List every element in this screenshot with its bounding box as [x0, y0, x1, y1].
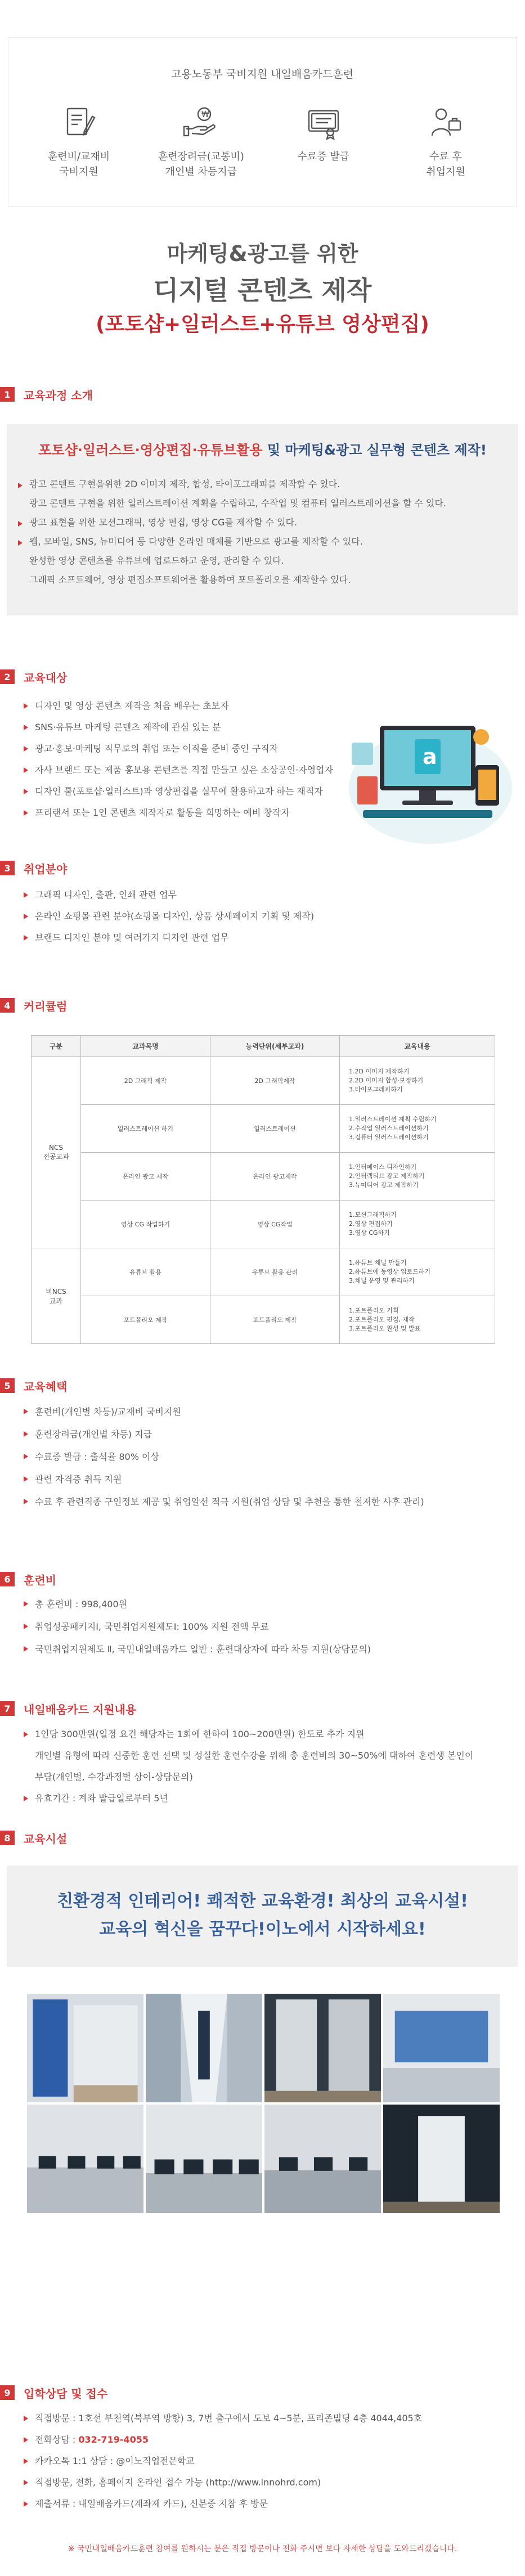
category-cell: 비NCS 교과 — [32, 1248, 81, 1344]
table-header-row — [32, 1036, 495, 1057]
list-item: 온라인 쇼핑몰 관련 분야(쇼핑몰 디자인, 상품 상세페이지 기획 및 제작) — [21, 906, 483, 927]
list-item: 광고 콘텐트 구현을 위한 일러스트레이션 계획을 수립하고, 수작업 및 컴퓨터 일러스트레이션을 할 수 있다. — [29, 498, 446, 509]
benefit-item — [153, 104, 249, 179]
list-item: 웹, 모바일, SNS, 뉴미디어 등 다양한 온라인 매체를 기반으로 광고를 제작할 수 있다. — [16, 532, 511, 551]
list-item: 수료증 발급 : 출석율 80% 이상 — [21, 1446, 505, 1468]
list-item: 개인별 유형에 따라 신중한 훈련 선택 및 성실한 훈련수강을 위해 총 훈련비의 30~50%에 대하여 훈련생 본인이 — [35, 1750, 474, 1761]
content-cell: 1.일러스트레이션 계획 수립하기 2.수작업 일러스트레이션하기 3.컴퓨터 일러스트레이션하기 — [340, 1105, 495, 1153]
content-cell: 1.유튜브 채널 만들기 2.유튜브에 동영상 업로드하기 3.채널 운영 및 관리하기 — [340, 1248, 495, 1296]
subject-cell: 포트폴리오 제작 — [81, 1296, 210, 1344]
career-list — [21, 884, 483, 948]
person-job-icon — [428, 104, 464, 140]
documents-item: 제출서류 : 내일배움카드(계좌제 카드), 신분증 지참 후 방문 — [21, 2493, 517, 2515]
facility-photo-lab-2 — [146, 2105, 262, 2213]
list-item: 국민취업지원제도 Ⅱ, 국민내일배움카드 일반 : 훈련대상자에 따라 차등 지원(상담문의) — [21, 1638, 505, 1661]
content-cell: 1.인터페이스 디자인하기 2.인터랙티브 광고 제작하기 3.뉴미디어 광고 제작하기 — [340, 1153, 495, 1201]
facility-slogan: 친환경적 인테리어! 쾌적한 교육환경! 최상의 교육시설! — [57, 1891, 468, 1911]
section-title: 훈련비 — [24, 1573, 56, 1587]
svg-text:₩: ₩ — [201, 110, 210, 119]
document-pen-icon — [61, 104, 97, 140]
course-subtitle: 마케팅&광고를 위한 — [167, 241, 358, 266]
section-number: 3 — [0, 861, 15, 875]
phone-label: 전화상담 : — [35, 2434, 79, 2445]
section-number: 8 — [0, 1831, 15, 1845]
section-header — [0, 385, 93, 404]
unit-cell: 일러스트레이션 — [210, 1105, 340, 1153]
course-headline — [7, 439, 518, 458]
section-header — [0, 2383, 107, 2402]
list-item: 완성한 영상 콘텐츠를 유튜브에 업로드하고 운영, 관리할 수 있다. — [29, 555, 284, 566]
facility-slogan-2: 교육의 혁신을 꿈꾸다!이노에서 시작하세요! — [99, 1919, 426, 1939]
section-title: 취업분야 — [24, 862, 68, 876]
benefit-item — [31, 104, 127, 179]
phone-number[interactable]: 032-719-4055 — [78, 2434, 149, 2445]
money-hand-icon — [183, 104, 219, 140]
section-title: 내일배움카드 지원내용 — [24, 1702, 137, 1716]
certificate-icon — [306, 104, 342, 140]
facility-banner — [7, 1865, 518, 1967]
unit-cell: 영상 CG작업 — [210, 1201, 340, 1248]
category-cell: NCS 전공교과 — [32, 1057, 81, 1248]
subject-cell: 영상 CG 작업하기 — [81, 1201, 210, 1248]
content-cell: 1.2D 이미지 제작하기 2.2D 이미지 합성·보정하기 3.타이포그래피하기 — [340, 1057, 495, 1105]
table-row — [32, 1105, 495, 1153]
contact-list — [21, 2408, 517, 2515]
phone-item — [21, 2429, 517, 2451]
list-item: 취업성공패키지Ⅰ, 국민취업지원제도Ⅰ: 100% 지원 전액 무료 — [21, 1616, 505, 1638]
column-header: 교육내용 — [340, 1036, 495, 1057]
list-item: 부담(개인별, 수강과정별 상이-상담문의) — [35, 1772, 193, 1782]
list-item: SNS·유튜브 마케팅 콘텐츠 제작에 관심 있는 분 — [21, 717, 359, 738]
subject-cell: 유튜브 활용 — [81, 1248, 210, 1296]
list-item: 프리랜서 또는 1인 콘텐츠 제작자로 활동을 희망하는 예비 창작자 — [21, 802, 359, 824]
benefit-label: 수료 후 취업지원 — [426, 151, 465, 178]
column-header: 능력단위(세부교과) — [210, 1036, 340, 1057]
list-item: 광고·홍보·마케팅 직무로의 취업 또는 이직을 준비 중인 구직자 — [21, 738, 359, 759]
section-title: 교육혜택 — [24, 1379, 68, 1393]
section-header — [0, 667, 67, 686]
card-support-list — [21, 1724, 511, 1809]
course-intro-box — [7, 424, 518, 615]
benefit-label: 훈련장려금(교통비) 개인별 차등지급 — [158, 151, 244, 178]
section-header — [0, 1828, 67, 1847]
section-header — [0, 1570, 56, 1589]
list-item: 훈련장려금(개인별 차등) 지급 — [21, 1423, 505, 1446]
section-number: 9 — [0, 2385, 15, 2400]
design-illustration — [340, 703, 515, 849]
list-item: 수료 후 관련직종 구인정보 제공 및 취업알선 적극 지원(취업 상담 및 추천을 통한 철저한 사후 관리) — [21, 1491, 505, 1513]
benefit-item — [398, 104, 493, 179]
section-number: 4 — [0, 998, 15, 1013]
section-number: 7 — [0, 1701, 15, 1716]
unit-cell: 유튜브 활용 관리 — [210, 1248, 340, 1296]
content-cell: 1.포트폴리오 기획 2.포트폴리오 편집, 제작 3.포트폴리오 완성 및 발표 — [340, 1296, 495, 1344]
course-title: 디지털 콘텐츠 제작 — [153, 275, 372, 305]
table-row — [32, 1201, 495, 1248]
section-title: 교육과정 소개 — [24, 388, 93, 402]
list-item: 유효기간 : 계좌 발급일로부터 5년 — [21, 1788, 511, 1809]
benefits-list — [21, 1401, 505, 1513]
section-title: 입학상담 및 접수 — [24, 2386, 108, 2400]
benefit-item — [276, 104, 371, 179]
section-number: 1 — [0, 387, 15, 402]
section-number: 6 — [0, 1572, 15, 1586]
list-item: 총 훈련비 : 998,400원 — [21, 1593, 505, 1616]
column-header: 교과목명 — [81, 1036, 210, 1057]
facility-photo-corridor — [264, 1994, 381, 2102]
list-item: 광고 콘텐트 구현을위한 2D 이미지 제작, 합성, 타이포그래피를 제작할 수 있다. — [16, 475, 511, 494]
column-header: 구분 — [32, 1036, 81, 1057]
kakao-item: 카카오톡 1:1 상담 : @이노직업전문학교 — [21, 2451, 517, 2472]
curriculum-table — [31, 1035, 495, 1344]
content-cell: 1.모션그래픽하기 2.영상 편집하기 3.영상 CG하기 — [340, 1201, 495, 1248]
list-item: 디자인 및 영상 콘텐츠 제작을 처음 배우는 초보자 — [21, 695, 359, 717]
benefit-icons — [31, 104, 493, 179]
footer-note: ※ 국민내일배움카드훈련 참여를 원하시는 분은 직접 방문이나 전화 주시면 보다 자세한 상담을 도와드리겠습니다. — [68, 2544, 457, 2553]
list-item: 그래픽 소프트웨어, 영상 편집소프트웨어를 활용하여 포트폴리오를 제작할수 있다. — [29, 574, 351, 585]
list-item: 자사 브랜드 또는 제품 홍보용 콘텐츠를 직접 만들고 싶은 소상공인·자영업자 — [21, 759, 359, 781]
course-tools: (포토샵+일러스트+유튜브 영상편집) — [96, 313, 429, 336]
section-header — [0, 1699, 136, 1718]
table-row — [32, 1296, 495, 1344]
intro-list — [16, 475, 511, 590]
section-number: 2 — [0, 669, 15, 684]
table-row — [32, 1153, 495, 1201]
facility-gallery — [27, 1994, 500, 2213]
list-item: 1인당 300만원(일정 요건 해당자는 1회에 한하여 100~200만원) 한도로 추가 지원 — [21, 1724, 511, 1745]
benefit-label: 훈련비/교재비 국비지원 — [47, 151, 110, 178]
target-list — [21, 695, 359, 824]
unit-cell: 2D 그래픽제작 — [210, 1057, 340, 1105]
headline-highlight: 포토샵·일러스트·영상편집·유튜브활용 — [38, 442, 263, 458]
section-header — [0, 858, 67, 878]
list-item: 훈련비(개인별 차등)/교재비 국비지원 — [21, 1401, 505, 1423]
table-row — [32, 1248, 495, 1296]
list-item: 브랜드 디자인 분야 및 여러가지 디자인 관련 업무 — [21, 927, 483, 948]
unit-cell: 온라인 광고제작 — [210, 1153, 340, 1201]
list-item: 광고 표현을 위한 모션그래픽, 영상 편집, 영상 CG를 제작할 수 있다. — [16, 513, 511, 532]
subject-cell: 2D 그래픽 제작 — [81, 1057, 210, 1105]
facility-photo-entrance — [383, 2105, 500, 2213]
section-header — [0, 996, 67, 1015]
headline-rest: 및 마케팅&광고 실무형 콘텐츠 제작! — [262, 442, 487, 458]
program-title: 고용노동부 국비지원 내일배움카드훈련 — [170, 68, 354, 80]
benefit-label: 수료증 발급 — [297, 151, 349, 163]
list-item: 그래픽 디자인, 출판, 인쇄 관련 업무 — [21, 884, 483, 906]
subject-cell: 온라인 광고 제작 — [81, 1153, 210, 1201]
section-number: 5 — [0, 1378, 15, 1393]
list-item: 관련 자격증 취득 지원 — [21, 1468, 505, 1491]
section-title: 교육대상 — [24, 671, 68, 685]
facility-photo-lobby — [27, 1994, 143, 2102]
section-title: 커리큘럼 — [24, 999, 68, 1013]
section-title: 교육시설 — [24, 1832, 68, 1846]
table-row — [32, 1057, 495, 1105]
visit-item: 직접방문, 전화, 홈페이지 온라인 접수 가능 (http://www.innohrd.com) — [21, 2472, 517, 2493]
address-item: 직접방문 : 1호선 부천역(북부역 방향) 3, 7번 출구에서 도보 4~5분, 프리존빌딩 4층 4044,405호 — [21, 2408, 517, 2429]
facility-photo-classroom — [383, 1994, 500, 2102]
fee-list — [21, 1593, 505, 1661]
svg-text:a: a — [423, 744, 437, 769]
benefit-box — [8, 37, 517, 207]
unit-cell: 포트폴리오 제작 — [210, 1296, 340, 1344]
facility-photo-lab-1 — [27, 2105, 143, 2213]
section-header — [0, 1376, 67, 1395]
facility-photo-lab-3 — [264, 2105, 381, 2213]
list-item: 디자인 툴(포토샵·일러스트)과 영상편집을 실무에 활용하고자 하는 재직자 — [21, 781, 359, 802]
subject-cell: 일러스트레이션 하기 — [81, 1105, 210, 1153]
facility-photo-hallway — [146, 1994, 262, 2102]
